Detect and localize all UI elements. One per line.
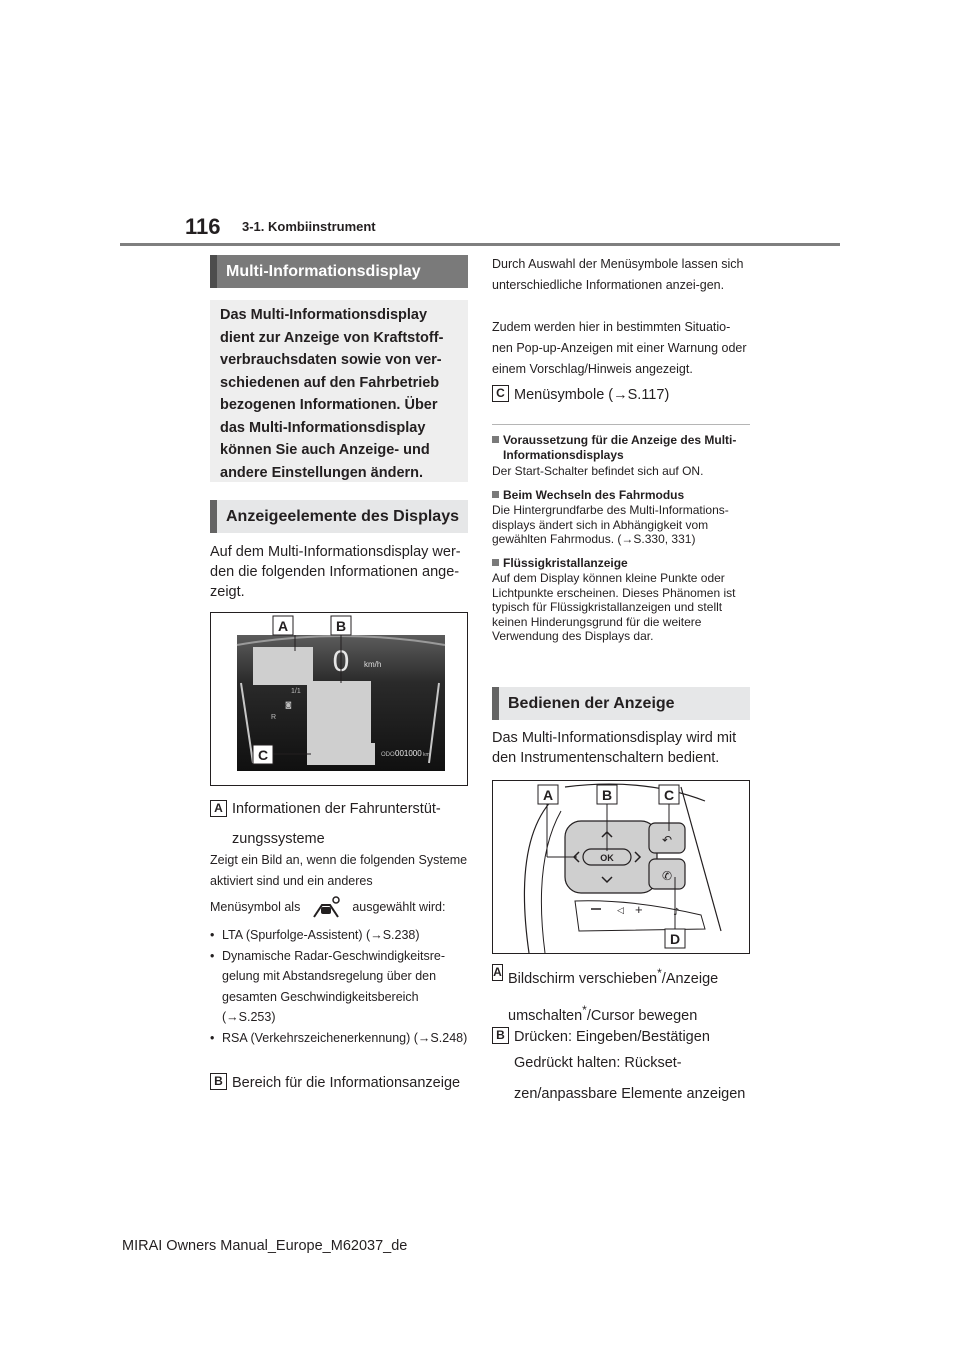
item-a-desc2-before: Menüsymbol als <box>210 899 301 914</box>
item-c-title: Menüsymbole (→S.117) <box>514 387 670 403</box>
display-elements-text: Auf dem Multi-Informationsdisplay wer-den die folgenden Informationen ange-zeigt. <box>210 544 461 600</box>
gear-indicator: R <box>271 714 277 721</box>
item-b-desc1: Durch Auswahl der Menüsymbole lassen sich unterschiedliche Informationen anzei-gen. <box>492 257 744 292</box>
callout-b: B <box>601 787 613 803</box>
car-icon: ◙ <box>285 701 292 709</box>
notes <box>492 433 750 644</box>
notes-divider <box>492 424 750 425</box>
control-a <box>492 964 750 1032</box>
control-b-text1: Drücken: Eingeben/Bestätigen <box>514 1029 710 1045</box>
item-a-bullets <box>210 925 468 1048</box>
callout-c: C <box>257 747 269 763</box>
back-icon: ↶ <box>661 833 673 847</box>
area-a-placeholder <box>253 647 313 685</box>
item-a <box>210 800 468 854</box>
callout-b: B <box>335 618 347 634</box>
intro-box: Das Multi-Informationsdisplay dient zur Anzeige von Kraftstoff-verbrauchsdaten sowie von ver-schiedenen auf den Fahrbetrieb bezogenen Informationen. Über das Multi-Informationsdisplay können Sie auch Anzeige- und andere Einstellungen ändern. <box>210 300 468 482</box>
item-a-desc1: Zeigt ein Bild an, wenn die folgenden Systeme aktiviert sind und ein anderes <box>210 853 468 888</box>
note-text: Auf dem Display können kleine Punkte oder Lichtpunkte erscheinen. Dieses Phänomen ist typisch für Flüssigkristallanzeigen und stellt keinen Hinderungsgrund für die weitere Verwendung des Displays dar. <box>492 571 736 643</box>
volume-up-icon: + <box>635 902 643 917</box>
section-heading-text: Anzeigeelemente des Displays <box>226 507 459 525</box>
ok-label: OK <box>600 853 614 863</box>
callout-a: A <box>542 787 554 803</box>
phone-icon: ✆ <box>661 869 673 883</box>
driving-assist-icon <box>308 895 344 919</box>
note-bullet-icon <box>492 559 499 566</box>
figure-display-elements <box>210 612 468 786</box>
note-bullet-icon <box>492 491 499 498</box>
item-c <box>492 385 750 405</box>
note-title: Voraussetzung für die Anzeige des Multi-Informationsdisplays <box>492 433 750 462</box>
switch-illustration <box>493 781 749 953</box>
item-b-title: Bereich für die Informationsanzeige <box>232 1075 461 1091</box>
speaker-icon: ◁ <box>617 906 624 916</box>
callout-a: A <box>277 618 289 634</box>
section-heading-text: Bedienen der Anzeige <box>508 694 675 712</box>
item-label-c: C <box>492 385 509 402</box>
control-label-b: B <box>492 1027 509 1044</box>
footer-text: MIRAI Owners Manual_Europe_M62037_de <box>122 1238 408 1254</box>
control-label-a: A <box>493 965 502 979</box>
item-a-desc2 <box>210 895 468 919</box>
odo-label: ODO <box>381 752 395 758</box>
note-text: Der Start-Schalter befindet sich auf ON. <box>492 464 704 478</box>
page-number: 116 <box>185 214 221 239</box>
voice-icon: ♪ <box>673 907 680 918</box>
figure-steering-switches <box>492 780 750 954</box>
speed-value: 0 <box>332 645 350 678</box>
chapter-title: 3-1. Kombiinstrument <box>242 219 376 234</box>
item-b <box>210 1073 470 1093</box>
item-label-b: B <box>210 1073 227 1090</box>
section-heading-display-elements <box>210 500 468 533</box>
control-b <box>492 1027 750 1047</box>
bullet-item: • Dynamische Radar-Geschwindigkeitsre-gelung mit Abstandsregelung über den gesamten Geschwindigkeitsbereich (→S.253) <box>210 946 468 1028</box>
display-illustration <box>211 613 467 785</box>
speed-unit: km/h <box>364 660 382 669</box>
section-heading-text: Multi-Informationsdisplay <box>226 262 421 280</box>
item-b-desc2: Zudem werden hier in bestimmten Situatio-nen Pop-up-Anzeigen mit einer Warnung oder einem Vorschlag/Hinweis angezeigt. <box>492 320 747 376</box>
area-b-placeholder <box>307 681 371 749</box>
bullet-item: • LTA (Spurfolge-Assistent) (→S.238) <box>210 925 468 946</box>
control-a-text: Bildschirm verschieben*/Anzeige umschalten*/Cursor bewegen <box>508 966 719 1024</box>
item-label-a: A <box>210 800 227 817</box>
odo-value: 001000 <box>395 749 422 758</box>
section-heading-mid <box>210 255 468 288</box>
note-bullet-icon <box>492 436 499 443</box>
item-a-title: Informationen der Fahrunterstüt-zungssysteme <box>232 801 441 847</box>
bullet-item: • RSA (Verkehrszeichenerkennung) (→S.248) <box>210 1028 468 1049</box>
control-b-text2: Gedrückt halten: Rückset-zen/anpassbare Elemente anzeigen <box>514 1055 746 1102</box>
note-title: Beim Wechseln des Fahrmodus <box>492 488 750 503</box>
odo-unit: km <box>423 752 430 758</box>
header-rule <box>120 243 840 246</box>
page-indicator: 1/1 <box>291 688 301 695</box>
callout-c: C <box>663 787 675 803</box>
callout-d: D <box>669 931 681 947</box>
area-c-placeholder <box>307 743 375 765</box>
note-title: Flüssigkristallanzeige <box>492 556 750 571</box>
operating-text: Das Multi-Informationsdisplay wird mit den Instrumentenschaltern bedient. <box>492 730 737 766</box>
item-a-desc2-after: ausgewählt wird: <box>352 899 446 914</box>
section-heading-operating <box>492 687 750 720</box>
note-text: Die Hintergrundfarbe des Multi-Informations-displays ändert sich in Abhängigkeit vom gewählten Fahrmodus. (→S.330, 331) <box>492 503 729 546</box>
